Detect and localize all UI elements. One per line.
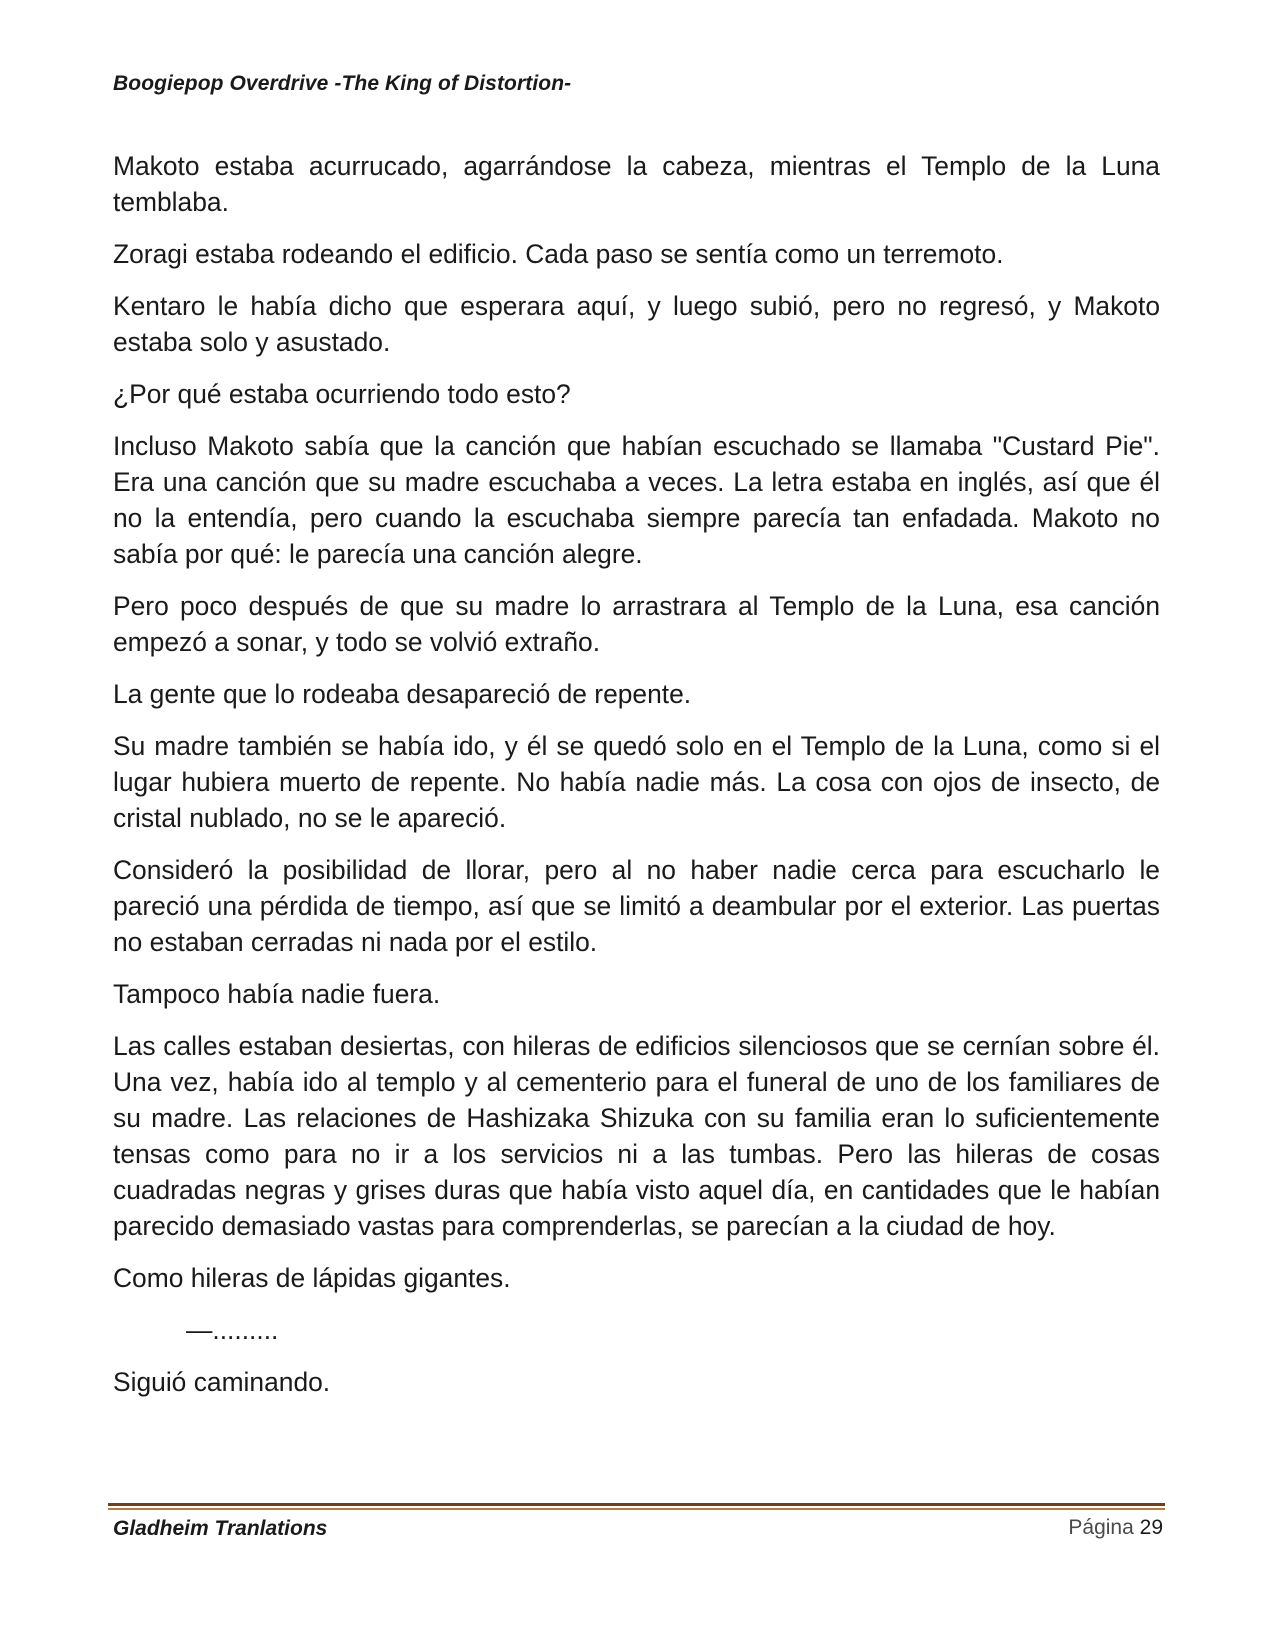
paragraph: La gente que lo rodeaba desapareció de repente. bbox=[113, 679, 692, 709]
paragraph: Makoto estaba acurrucado, agarrándose la cabeza, mientras el Templo de la Luna temblaba. bbox=[113, 151, 1160, 217]
page-number bbox=[1068, 1516, 1163, 1540]
footer-publisher: Gladheim Tranlations bbox=[113, 1517, 328, 1540]
paragraph: Incluso Makoto sabía que la canción que habían escuchado se llamaba "Custard Pie". Era una canción que su madre escuchaba a veces. La letra estaba en inglés, así que él no la entendía, pero cuando la escuchaba siempre parecía tan enfadada. Makoto no sabía por qué: le parecía una canción alegre. bbox=[113, 431, 1160, 569]
paragraph: Siguió caminando. bbox=[113, 1367, 331, 1397]
footer-divider bbox=[108, 1503, 1165, 1511]
paragraph: Las calles estaban desiertas, con hileras de edificios silenciosos que se cernían sobre él. Una vez, había ido al templo y al cementerio para el funeral de uno de los familiares de su madre. Las relaciones de Hashizaka Shizuka con su familia eran lo suficientemente tensas como para no ir a los servicios ni a las tumbas. Pero las hileras de cosas cuadradas negras y grises duras que había visto aquel día, en cantidades que le habían parecido demasiado vastas para comprenderlas, se parecían a la ciudad de hoy. bbox=[113, 1031, 1160, 1241]
paragraph-ellipsis: —......... bbox=[186, 1315, 279, 1345]
page-label: Página bbox=[1068, 1516, 1134, 1539]
paragraph: Consideró la posibilidad de llorar, pero al no haber nadie cerca para escucharlo le pareció una pérdida de tiempo, así que se limitó a deambular por el exterior. Las puertas no estaban cerradas ni nada por el estilo. bbox=[113, 855, 1160, 957]
paragraph: Su madre también se había ido, y él se quedó solo en el Templo de la Luna, como si el lugar hubiera muerto de repente. No había nadie más. La cosa con ojos de insecto, de cristal nublado, no se le apareció. bbox=[113, 731, 1160, 833]
running-header: Boogiepop Overdrive -The King of Distortion- bbox=[113, 72, 572, 95]
paragraph: ¿Por qué estaba ocurriendo todo esto? bbox=[113, 379, 571, 409]
paragraph: Zoragi estaba rodeando el edificio. Cada paso se sentía como un terremoto. bbox=[113, 239, 1004, 269]
paragraph: Como hileras de lápidas gigantes. bbox=[113, 1263, 511, 1293]
body-text bbox=[113, 148, 1160, 1416]
paragraph: Tampoco había nadie fuera. bbox=[113, 979, 441, 1009]
paragraph: Kentaro le había dicho que esperara aquí, y luego subió, pero no regresó, y Makoto estaba solo y asustado. bbox=[113, 291, 1160, 357]
paragraph: Pero poco después de que su madre lo arrastrara al Templo de la Luna, esa canción empezó a sonar, y todo se volvió extraño. bbox=[113, 591, 1160, 657]
page-number-value: 29 bbox=[1139, 1516, 1163, 1539]
